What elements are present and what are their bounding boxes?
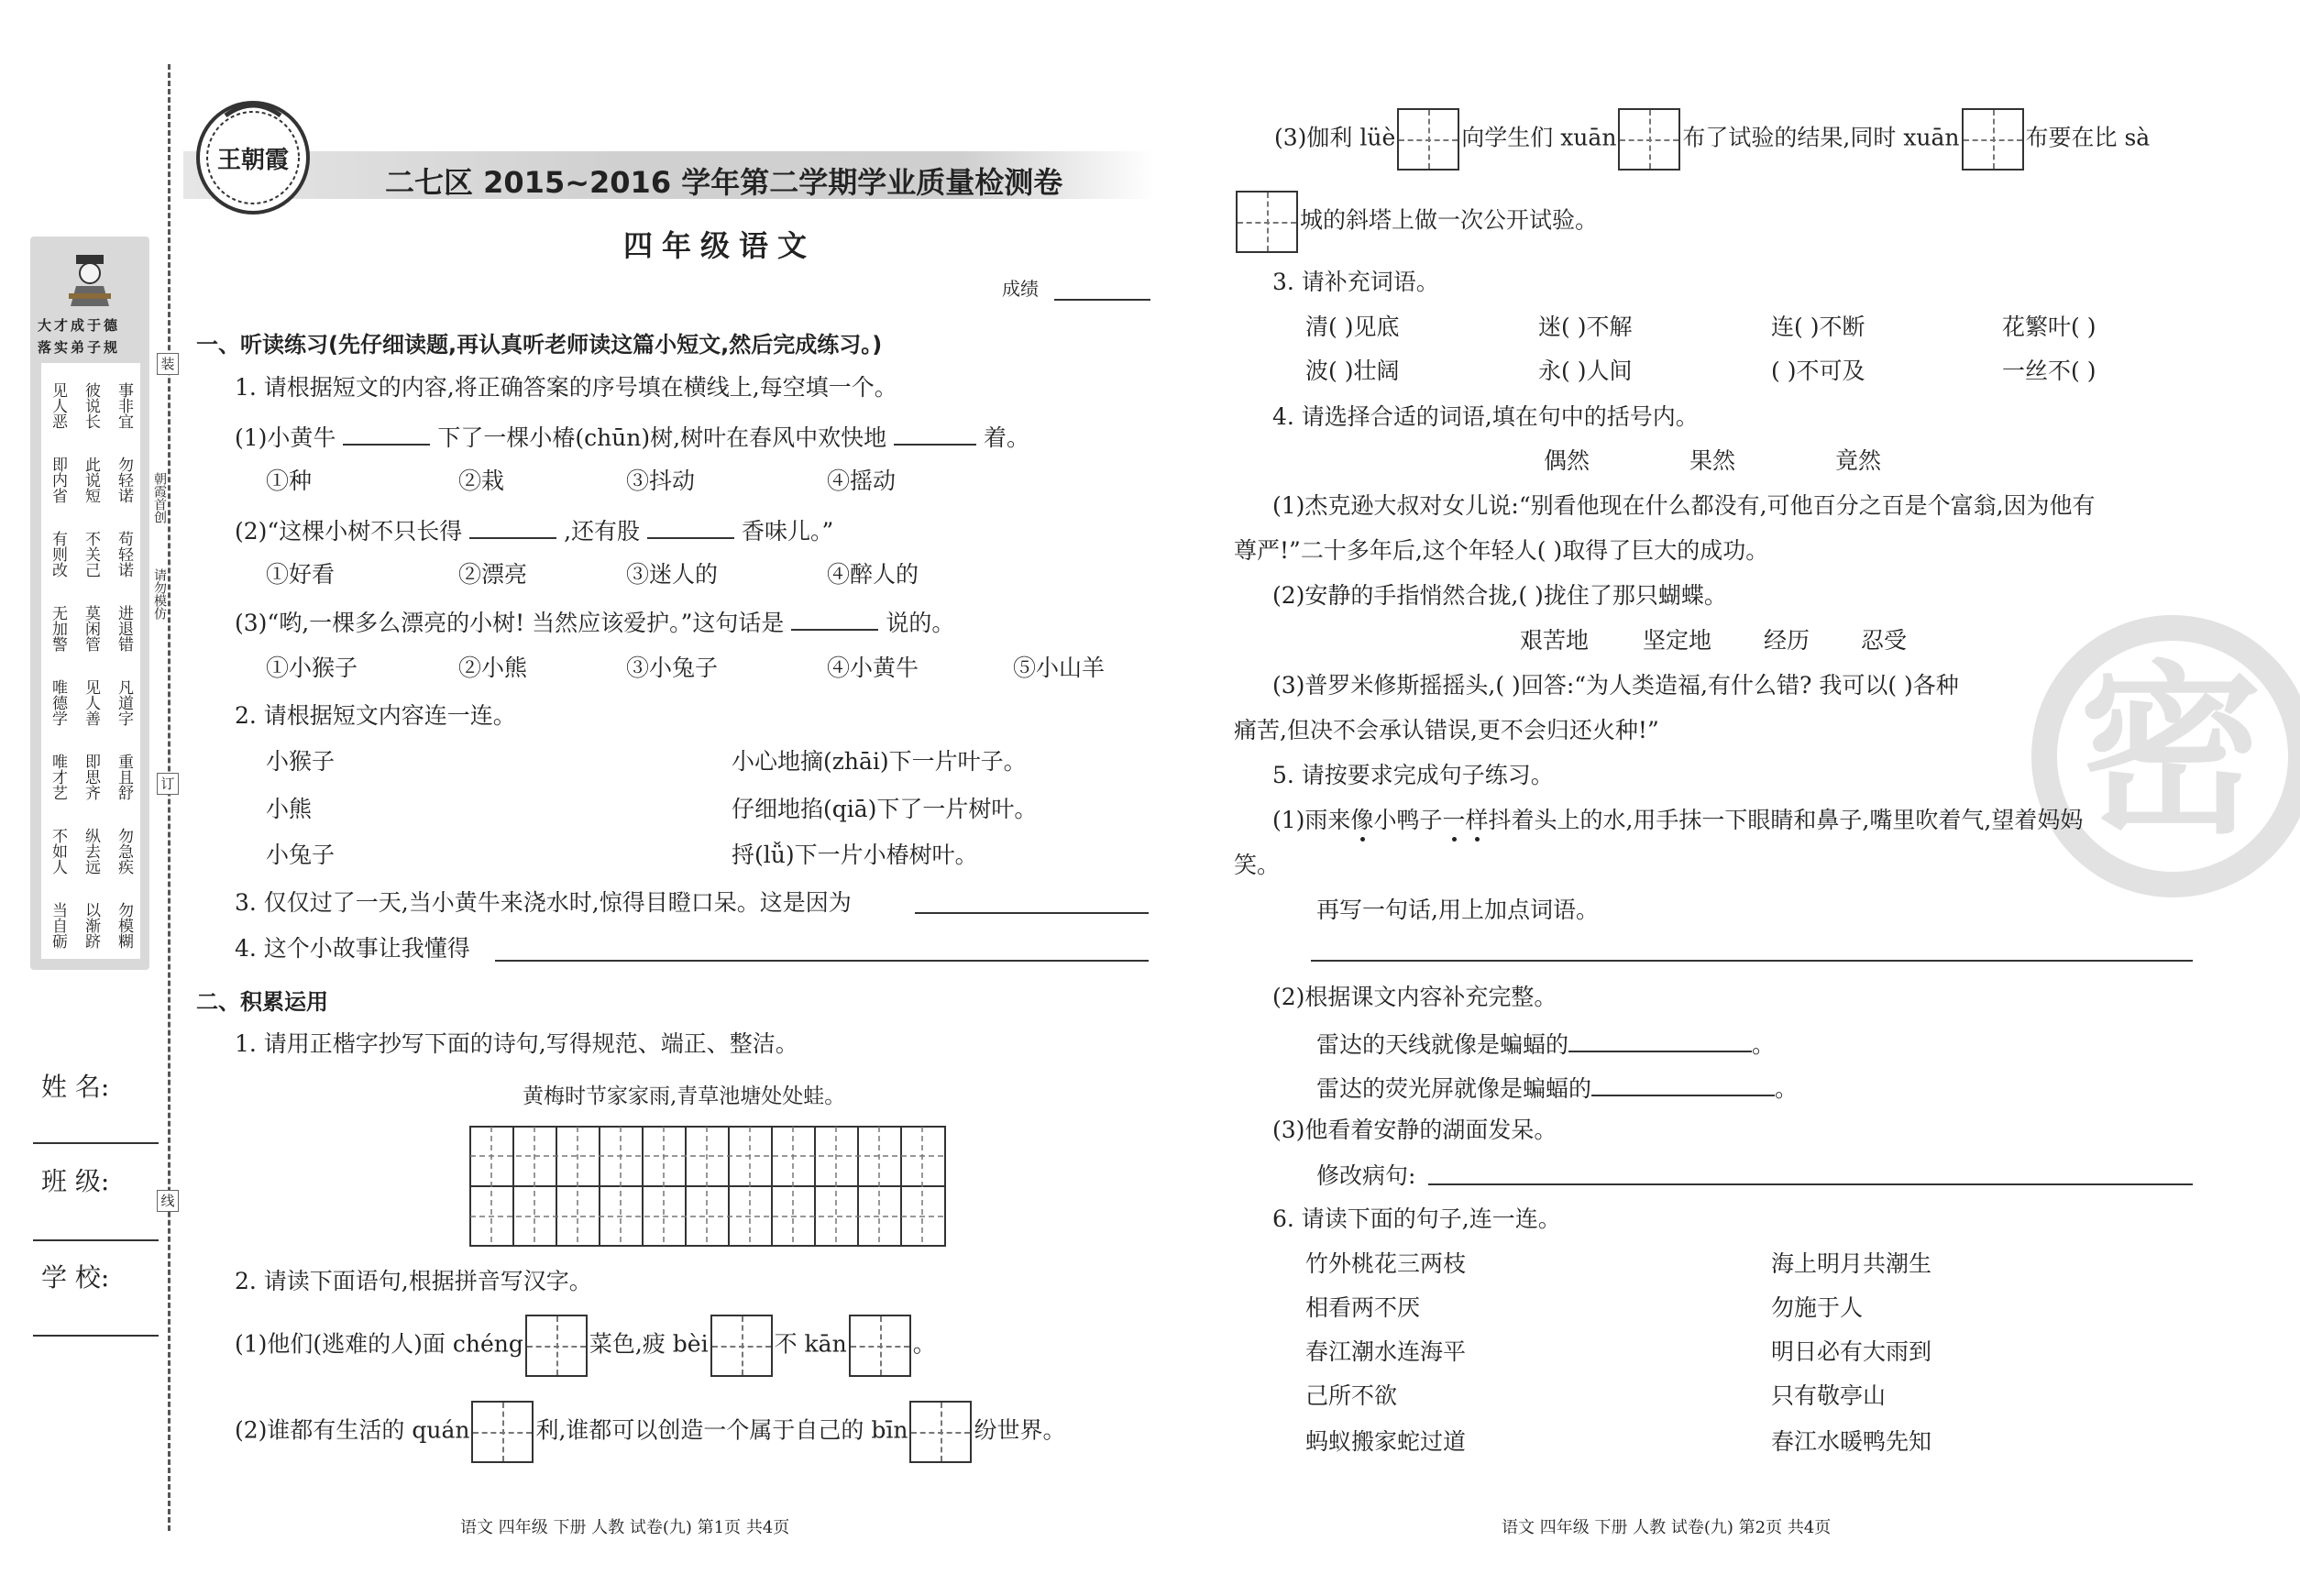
motto-column: 不如人	[49, 828, 67, 875]
char-box[interactable]	[909, 1401, 972, 1463]
option: ②小熊	[458, 655, 528, 681]
r-q5-3a: 修改病句:	[1316, 1162, 1416, 1189]
s2-q2-prompt: 2. 请读下面语句,根据拼音写汉字。	[235, 1268, 592, 1294]
option: ②栽	[458, 468, 505, 494]
motto-column: 有则改	[49, 531, 67, 578]
q5-2b-text: 雷达的荧光屏就像是蝙蝠的	[1316, 1075, 1592, 1102]
binding-mark-2: 订	[157, 773, 179, 795]
name-line[interactable]	[33, 1142, 159, 1144]
q1-2	[235, 517, 833, 543]
q2-prompt: 2. 请根据短文内容连一连。	[235, 702, 516, 729]
r-q3-prompt: 3. 请补充词语。	[1272, 269, 1439, 295]
match-left-item[interactable]: 小兔子	[266, 842, 336, 868]
p1-a: (1)他们(逃难的人)面 chéng	[235, 1330, 523, 1358]
r-q5-2a	[1316, 1030, 1775, 1056]
s2-q1-prompt: 1. 请用正楷字抄写下面的诗句,写得规范、端正、整洁。	[235, 1030, 798, 1057]
q3-prompt: 3. 仅仅过了一天,当小黄牛来浇水时,惊得目瞪口呆。这是因为	[235, 889, 852, 916]
q1-1-b: 下了一棵小椿(chūn)树,树叶在春风中欢快地	[437, 424, 887, 451]
match-left-item[interactable]: 相看两不厌	[1305, 1294, 1421, 1321]
pinyin-line-2	[235, 1401, 1066, 1463]
motto-column: 即内省	[49, 457, 67, 503]
scholar-figure	[65, 253, 115, 306]
motto-column: 此说短	[82, 457, 100, 503]
section-2-title: 二、积累运用	[196, 989, 328, 1015]
copy-grid[interactable]	[469, 1126, 946, 1247]
section-1-title: 一、听读练习(先仔细读题,再认真听老师读这篇小短文,然后完成练习。)	[196, 332, 883, 358]
match-right-item[interactable]: 小心地摘(zhāi)下一片叶子。	[732, 748, 1027, 775]
class-line[interactable]	[33, 1239, 159, 1241]
p2-b: 利,谁都可以创造一个属于自己的 bīn	[535, 1416, 908, 1444]
r-q5-2: (2)根据课文内容补充完整。	[1272, 984, 1557, 1010]
choice-word: 竟然	[1835, 447, 1882, 474]
char-box[interactable]	[525, 1315, 588, 1377]
r-q4-1a: (1)杰克逊大叔对女儿说:“别看他现在什么都没有,可他百分之百是个富翁,因为他有	[1272, 492, 2096, 519]
motto-column: 即思齐	[82, 754, 100, 800]
motto-text-block	[41, 363, 140, 959]
r-q4-2: (2)安静的手指悄然合拢,( )拢住了那只蝴蝶。	[1272, 582, 1727, 609]
char-box[interactable]	[1618, 108, 1680, 171]
p3-c: 布了试验的结果,同时 xuān	[1682, 124, 1960, 151]
option: ③小兔子	[626, 655, 719, 681]
class-label: 班 级:	[41, 1166, 110, 1196]
idiom[interactable]: 一丝不( )	[2002, 358, 2096, 384]
blank[interactable]	[469, 517, 556, 539]
score-label: 成绩	[1002, 278, 1039, 300]
option: ④摇动	[827, 468, 897, 494]
period: 。	[1775, 1075, 1799, 1102]
motto-column: 无加警	[49, 605, 67, 652]
binding-line	[168, 64, 171, 1531]
char-box[interactable]	[710, 1315, 773, 1377]
p3-a: (3)伽利 lüè	[1274, 124, 1396, 151]
char-box[interactable]	[849, 1315, 911, 1377]
idiom[interactable]: 永( )人间	[1538, 358, 1633, 384]
period: 。	[1752, 1031, 1776, 1058]
idiom[interactable]: 花繁叶( )	[2002, 314, 2096, 340]
answer-line[interactable]	[1428, 1183, 2193, 1185]
r-q5-1b: 笑。	[1234, 852, 1281, 878]
answer-line[interactable]	[495, 960, 1149, 962]
match-right-item[interactable]: 捋(lǚ)下一片小椿树叶。	[732, 842, 978, 868]
motto-column: 唯才艺	[49, 754, 67, 800]
blank[interactable]	[894, 424, 976, 446]
r-q5-1	[1272, 809, 2083, 831]
q1-3-a: (3)“哟,一棵多么漂亮的小树! 当然应该爱护。”这句话是	[235, 610, 785, 636]
q1-1	[235, 424, 1029, 449]
option: ④小黄牛	[827, 655, 919, 681]
char-box[interactable]	[471, 1401, 534, 1463]
motto-column: 见人恶	[49, 382, 67, 429]
pinyin-line-1	[235, 1315, 936, 1377]
footer-right: 语文 四年级 下册 人教 试卷(九) 第2页 共4页	[1502, 1518, 1832, 1537]
school-line[interactable]	[33, 1335, 159, 1337]
motto-line-1: 大才成于德	[38, 317, 121, 334]
choice-word: 坚定地	[1643, 627, 1712, 654]
option: ③迷人的	[626, 561, 719, 588]
q1-1-a: (1)小黄牛	[235, 424, 336, 451]
q1-2-c: 香味儿。”	[741, 518, 834, 545]
blank[interactable]	[647, 517, 734, 539]
match-left-item[interactable]: 竹外桃花三两枝	[1305, 1250, 1467, 1277]
q1-1-c: 着。	[984, 424, 1030, 451]
pinyin-line-3b	[1234, 191, 1598, 253]
match-right-item[interactable]: 仔细地掐(qiā)下了一片树叶。	[732, 796, 1038, 822]
idiom[interactable]: 波( )壮阔	[1305, 358, 1400, 384]
motto-columns	[41, 363, 140, 963]
copyright-note-2: 请勿模仿	[152, 568, 167, 620]
match-right-item[interactable]: 春江水暖鸭先知	[1771, 1428, 1932, 1455]
p1-d: 。	[912, 1330, 936, 1358]
option: ②漂亮	[458, 561, 528, 588]
choice-word: 偶然	[1544, 447, 1590, 474]
motto-column: 莫闲管	[82, 605, 100, 652]
binding-mark-3: 线	[157, 1190, 179, 1212]
p2-c: 纷世界。	[974, 1416, 1066, 1444]
motto-panel	[30, 237, 149, 970]
option: ①好看	[266, 561, 336, 588]
motto-column: 勿急疾	[115, 828, 133, 875]
char-box[interactable]	[1962, 108, 2024, 171]
motto-column: 当自砺	[49, 902, 67, 949]
char-box[interactable]	[1236, 191, 1298, 253]
option: ⑤小山羊	[1013, 655, 1106, 681]
q1-3	[235, 609, 954, 634]
match-right-item[interactable]: 只有敬亭山	[1771, 1382, 1887, 1409]
option: ①小猴子	[266, 655, 358, 681]
match-left-item[interactable]: 小熊	[266, 796, 313, 822]
match-left-item[interactable]: 己所不欲	[1305, 1382, 1398, 1409]
match-right-item[interactable]: 勿施于人	[1771, 1294, 1864, 1321]
footer-left: 语文 四年级 下册 人教 试卷(九) 第1页 共4页	[460, 1518, 790, 1537]
emphasis-char: 样	[1465, 807, 1489, 833]
p2-a: (2)谁都有生活的 quán	[235, 1416, 470, 1444]
poem-line: 黄梅时节家家雨,青草池塘处处蛙。	[523, 1084, 846, 1108]
watermark-text: 密	[2079, 644, 2263, 859]
motto-line-2: 落实弟子规	[38, 339, 121, 356]
q1-2-a: (2)“这棵小树不只长得	[235, 518, 463, 545]
motto-column: 凡道字	[115, 679, 133, 726]
r-q5-prompt: 5. 请按要求完成句子练习。	[1272, 762, 1554, 788]
copyright-note-1: 朝霞首创	[152, 472, 167, 523]
motto-column: 不关己	[82, 531, 100, 578]
r-q4-3a: (3)普罗米修斯摇摇头,( )回答:“为人类造福,有什么错? 我可以( )各种	[1272, 672, 1959, 699]
q1-3-b: 说的。	[886, 610, 955, 636]
motto-column: 进退错	[115, 605, 133, 652]
idiom[interactable]: 连( )不断	[1771, 314, 1865, 340]
p1-c: 不 kān	[774, 1330, 847, 1358]
choice-word: 经历	[1764, 627, 1810, 654]
motto-column: 事非宜	[115, 382, 133, 429]
r-q4-prompt: 4. 请选择合适的词语,填在句中的括号内。	[1272, 403, 1699, 430]
p3-e: 城的斜塔上做一次公开试验。	[1300, 206, 1599, 234]
p3-d: 布要在比 sà	[2025, 124, 2151, 151]
q5-1-mid: 小鸭子	[1373, 807, 1443, 833]
match-left-item[interactable]: 蚂蚁搬家蛇过道	[1305, 1428, 1467, 1455]
match-right-item[interactable]: 明日必有大雨到	[1771, 1338, 1932, 1365]
char-box[interactable]	[1397, 108, 1459, 171]
q5-1-pre: (1)雨来	[1272, 807, 1351, 833]
p3-b: 向学生们 xuān	[1461, 124, 1617, 151]
motto-column: 纵去远	[82, 828, 100, 875]
watermark-seal	[2026, 605, 2300, 908]
idiom[interactable]: 迷( )不解	[1538, 314, 1633, 340]
blank[interactable]	[343, 424, 430, 446]
binding-mark-1: 装	[157, 353, 179, 375]
motto-column: 彼说长	[82, 382, 100, 429]
match-right-item[interactable]: 海上明月共潮生	[1771, 1250, 1932, 1277]
blank[interactable]	[791, 609, 878, 631]
match-left-item[interactable]: 春江潮水连海平	[1305, 1338, 1467, 1365]
blank[interactable]	[1591, 1074, 1775, 1096]
emphasis-char: 像	[1350, 807, 1374, 833]
r-q4-3b: 痛苦,但决不会承认错误,更不会归还火种!”	[1234, 717, 1659, 743]
p1-b: 菜色,疲 bèi	[589, 1330, 709, 1358]
r-q4-1b: 尊严!”二十多年后,这个年轻人( )取得了巨大的成功。	[1234, 537, 1769, 564]
q1-prompt: 1. 请根据短文的内容,将正确答案的序号填在横线上,每空填一个。	[235, 374, 897, 401]
answer-line[interactable]	[1311, 960, 2193, 962]
q1-2-b: ,还有股	[564, 518, 641, 545]
match-left-item[interactable]: 小猴子	[266, 748, 336, 775]
school-label: 学 校:	[41, 1262, 110, 1293]
motto-column: 苟轻诺	[115, 531, 133, 578]
motto-column: 勿模糊	[115, 902, 133, 949]
motto-column: 勿轻诺	[115, 457, 133, 503]
r-q5-1c: 再写一句话,用上加点词语。	[1316, 897, 1599, 923]
r-q6-prompt: 6. 请读下面的句子,连一连。	[1272, 1205, 1561, 1232]
motto-column: 以渐跻	[82, 902, 100, 949]
logo-text: 王朝霞	[216, 147, 289, 174]
score-line[interactable]	[1054, 299, 1150, 301]
exam-title: 二七区 2015~2016 学年第二学期学业质量检测卷	[385, 165, 1063, 200]
option: ①种	[266, 468, 313, 494]
choice-word: 忍受	[1861, 627, 1908, 654]
motto-column: 重且舒	[115, 754, 133, 800]
choice-word: 艰苦地	[1520, 627, 1590, 654]
idiom[interactable]: 清( )见底	[1305, 314, 1400, 340]
q5-1-rest: 抖着头上的水,用手抹一下眼睛和鼻子,嘴里吹着气,望着妈妈	[1488, 807, 2084, 833]
logo-emblem	[194, 99, 312, 216]
r-q5-2b	[1316, 1074, 1798, 1100]
motto-column: 见人善	[82, 679, 100, 726]
motto-column: 唯德学	[49, 679, 67, 726]
option: ③抖动	[626, 468, 696, 494]
option: ④醉人的	[827, 561, 919, 588]
r-q5-3: (3)他看着安静的湖面发呆。	[1272, 1117, 1557, 1143]
answer-line[interactable]	[915, 912, 1149, 914]
pinyin-line-3	[1274, 108, 2150, 171]
q5-2a-text: 雷达的天线就像是蝙蝠的	[1316, 1031, 1569, 1058]
subject-title: 四年级语文	[623, 228, 817, 263]
blank[interactable]	[1568, 1030, 1752, 1052]
name-label: 姓 名:	[41, 1072, 110, 1102]
choice-word: 果然	[1689, 447, 1736, 474]
emphasis-char: 一	[1442, 807, 1466, 833]
idiom[interactable]: ( )不可及	[1771, 358, 1865, 384]
q4-prompt: 4. 这个小故事让我懂得	[235, 935, 470, 962]
